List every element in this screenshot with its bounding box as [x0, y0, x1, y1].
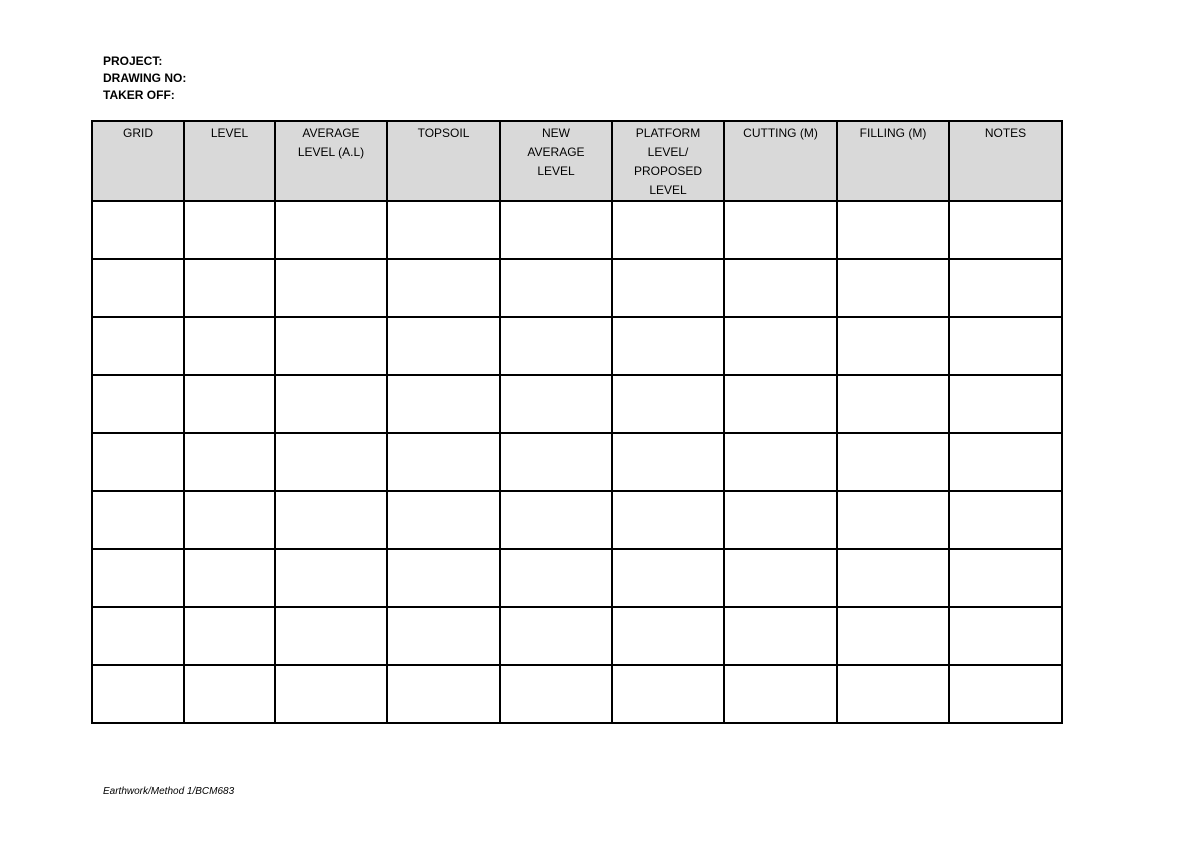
table-cell [612, 549, 724, 607]
table-cell [612, 665, 724, 723]
table-row [92, 607, 1062, 665]
table-cell [275, 259, 387, 317]
table-cell [949, 259, 1062, 317]
table-cell [837, 201, 949, 259]
table-cell [184, 607, 275, 665]
table-cell [184, 491, 275, 549]
table-cell [837, 433, 949, 491]
table-cell [92, 259, 184, 317]
column-header-platform-level: PLATFORM LEVEL/ PROPOSED LEVEL [612, 121, 724, 201]
table-row [92, 549, 1062, 607]
table-cell [92, 317, 184, 375]
table-cell [949, 491, 1062, 549]
table-cell [387, 201, 500, 259]
table-cell [837, 375, 949, 433]
table-row [92, 433, 1062, 491]
table-cell [387, 259, 500, 317]
table-row [92, 665, 1062, 723]
table-row [92, 317, 1062, 375]
table-cell [837, 607, 949, 665]
table-cell [724, 665, 837, 723]
table-cell [500, 317, 612, 375]
column-header-topsoil: TOPSOIL [387, 121, 500, 201]
table-cell [387, 433, 500, 491]
table-cell [387, 549, 500, 607]
taker-off-label: TAKER OFF: [103, 88, 175, 102]
table-cell [92, 665, 184, 723]
drawing-no-label: DRAWING NO: [103, 71, 187, 85]
table-row [92, 491, 1062, 549]
takeoff-table [91, 120, 1063, 724]
table-cell [184, 317, 275, 375]
table-cell [275, 607, 387, 665]
table-cell [92, 375, 184, 433]
table-cell [275, 665, 387, 723]
table-cell [275, 491, 387, 549]
table-cell [92, 201, 184, 259]
table-cell [500, 549, 612, 607]
table-cell [612, 491, 724, 549]
table-cell [612, 317, 724, 375]
table-cell [500, 491, 612, 549]
table-cell [275, 201, 387, 259]
table-cell [184, 201, 275, 259]
table-cell [837, 549, 949, 607]
table-cell [92, 433, 184, 491]
table-cell [500, 259, 612, 317]
table-cell [387, 491, 500, 549]
table-cell [92, 491, 184, 549]
table-cell [500, 665, 612, 723]
table-cell [837, 491, 949, 549]
table-header-row [92, 121, 1062, 201]
table-cell [500, 433, 612, 491]
table-cell [949, 317, 1062, 375]
table-cell [724, 317, 837, 375]
table-cell [724, 549, 837, 607]
table-cell [387, 665, 500, 723]
table-cell [92, 607, 184, 665]
table-cell [184, 665, 275, 723]
table-cell [837, 665, 949, 723]
table-cell [184, 375, 275, 433]
table-cell [949, 665, 1062, 723]
project-label: PROJECT: [103, 54, 163, 68]
table-cell [275, 433, 387, 491]
table-cell [612, 375, 724, 433]
table-cell [949, 375, 1062, 433]
table-cell [949, 549, 1062, 607]
table-row [92, 201, 1062, 259]
table-cell [387, 607, 500, 665]
column-header-level: LEVEL [184, 121, 275, 201]
document-header [103, 53, 186, 104]
column-header-new-average-level: NEW AVERAGE LEVEL [500, 121, 612, 201]
table-cell [724, 433, 837, 491]
table-cell [724, 491, 837, 549]
table-cell [184, 433, 275, 491]
table-cell [949, 607, 1062, 665]
table-cell [500, 375, 612, 433]
table-cell [500, 607, 612, 665]
table-cell [612, 433, 724, 491]
table-cell [612, 259, 724, 317]
table-cell [500, 201, 612, 259]
table-cell [949, 201, 1062, 259]
table-body [92, 201, 1062, 723]
column-header-notes: NOTES [949, 121, 1062, 201]
table-cell [184, 259, 275, 317]
table-cell [724, 259, 837, 317]
table-cell [724, 201, 837, 259]
table-row [92, 375, 1062, 433]
table-row [92, 259, 1062, 317]
footer-reference: Earthwork/Method 1/BCM683 [103, 786, 235, 797]
column-header-filling: FILLING (M) [837, 121, 949, 201]
column-header-cutting: CUTTING (M) [724, 121, 837, 201]
table-cell [387, 375, 500, 433]
table-cell [612, 607, 724, 665]
table-cell [724, 607, 837, 665]
table-cell [184, 549, 275, 607]
column-header-grid: GRID [92, 121, 184, 201]
table-cell [275, 317, 387, 375]
column-header-average-level: AVERAGE LEVEL (A.L) [275, 121, 387, 201]
table-cell [724, 375, 837, 433]
table-cell [837, 317, 949, 375]
table-cell [837, 259, 949, 317]
table-cell [387, 317, 500, 375]
table-cell [949, 433, 1062, 491]
table-cell [275, 375, 387, 433]
table-cell [275, 549, 387, 607]
table-cell [612, 201, 724, 259]
table-cell [92, 549, 184, 607]
